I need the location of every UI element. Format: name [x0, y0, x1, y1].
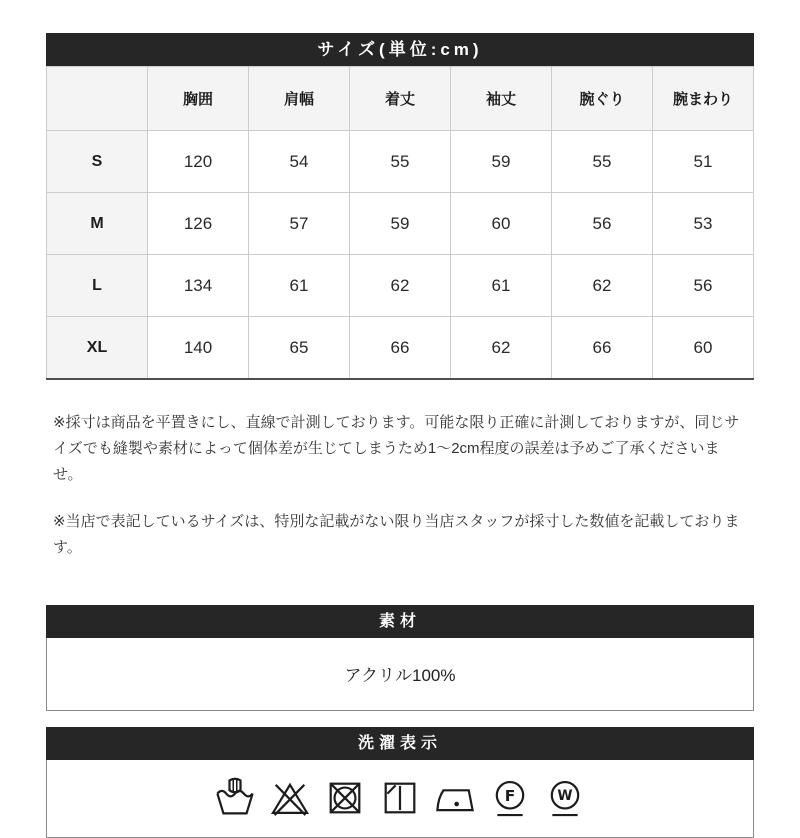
col-header-arm-circumference: 腕まわり [653, 67, 754, 131]
size-table-corner-cell [47, 67, 148, 131]
size-row-label: L [47, 255, 148, 317]
size-cell: 55 [350, 131, 451, 193]
measurement-notes [46, 410, 754, 561]
size-cell: 65 [249, 317, 350, 380]
size-cell: 66 [552, 317, 653, 380]
laundry-section-title: 洗濯表示 [357, 734, 442, 752]
laundry-icons-box [46, 760, 754, 838]
size-row-label: XL [47, 317, 148, 380]
size-row-label: S [47, 131, 148, 193]
size-cell: 60 [451, 193, 552, 255]
svg-text:W: W [557, 788, 573, 805]
size-cell: 53 [653, 193, 754, 255]
size-section-title-bar [46, 33, 754, 66]
size-section-title: サイズ(単位:cm) [317, 40, 483, 59]
size-cell: 59 [350, 193, 451, 255]
material-section [46, 605, 754, 711]
material-value: アクリル100% [344, 666, 456, 686]
col-header-shoulder: 肩幅 [249, 67, 350, 131]
material-value-box [46, 638, 754, 711]
size-cell: 61 [249, 255, 350, 317]
laundry-section [46, 727, 754, 838]
size-row-l [47, 255, 754, 317]
size-cell: 54 [249, 131, 350, 193]
iron-low-icon [432, 775, 478, 821]
do-not-bleach-icon [267, 775, 313, 821]
measurement-note-1: ※採寸は商品を平置きにし、直線で計測しております。可能な限り正確に計測しておりますが、同じサイズでも縫製や素材によって個体差が生じてしまうため1〜2cm程度の誤差は予めご了承くださいませ。 [53, 414, 740, 483]
size-cell: 62 [350, 255, 451, 317]
size-cell: 134 [148, 255, 249, 317]
material-section-title: 素材 [378, 612, 421, 630]
col-header-length: 着丈 [350, 67, 451, 131]
size-cell: 120 [148, 131, 249, 193]
size-cell: 66 [350, 317, 451, 380]
size-cell: 56 [552, 193, 653, 255]
col-header-armhole: 腕ぐり [552, 67, 653, 131]
page-content [46, 0, 754, 838]
size-cell: 56 [653, 255, 754, 317]
size-row-s [47, 131, 754, 193]
size-table-header-row [47, 67, 754, 131]
size-cell: 62 [552, 255, 653, 317]
material-section-title-bar [46, 605, 754, 638]
size-row-xl [47, 317, 754, 380]
size-row-label: M [47, 193, 148, 255]
size-table [46, 66, 754, 380]
size-cell: 62 [451, 317, 552, 380]
dry-in-shade-icon [377, 775, 423, 821]
size-cell: 59 [451, 131, 552, 193]
dry-clean-f-gentle-icon [487, 775, 533, 821]
size-cell: 126 [148, 193, 249, 255]
hand-wash-icon [212, 775, 258, 821]
col-header-sleeve: 袖丈 [451, 67, 552, 131]
size-cell: 61 [451, 255, 552, 317]
size-row-m [47, 193, 754, 255]
size-cell: 60 [653, 317, 754, 380]
svg-text:F: F [504, 787, 516, 806]
laundry-section-title-bar [46, 727, 754, 760]
measurement-note-2: ※当店で表記しているサイズは、特別な記載がない限り当店スタッフが採寸した数値を記載しております。 [53, 513, 740, 557]
wet-clean-gentle-icon [542, 775, 588, 821]
size-cell: 51 [653, 131, 754, 193]
do-not-tumble-dry-icon [322, 775, 368, 821]
size-cell: 140 [148, 317, 249, 380]
size-cell: 57 [249, 193, 350, 255]
col-header-chest: 胸囲 [148, 67, 249, 131]
size-cell: 55 [552, 131, 653, 193]
